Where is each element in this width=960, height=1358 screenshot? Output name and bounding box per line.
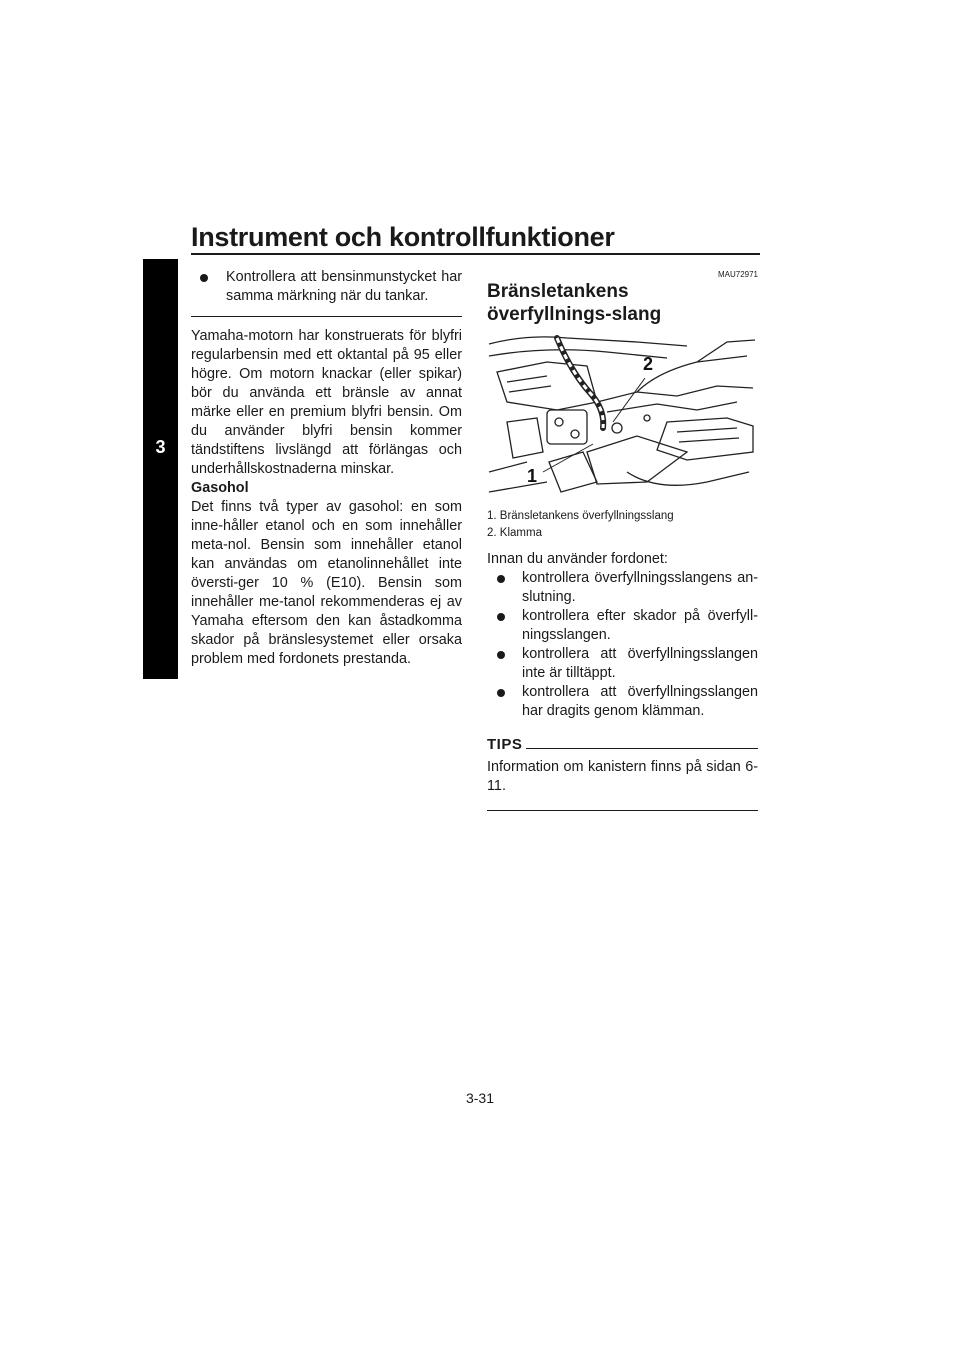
check-text: kontrollera efter skador på överfyll-ningsslangen. xyxy=(522,608,758,643)
left-column xyxy=(191,268,462,669)
check-item xyxy=(487,645,758,683)
page-title: Instrument och kontrollfunktioner xyxy=(191,222,615,252)
check-item xyxy=(487,569,758,607)
intro-text: Innan du använder fordonet: xyxy=(487,551,668,567)
figure-callout-1: 1 xyxy=(527,466,538,486)
octane-paragraph: Yamaha-motorn har konstruerats för blyfri regularbensin med ett oktantal på 95 eller högre. Om motorn knackar (eller spikar) bör du använda ett bränsle av annat märke eller en premium blyfri bensin. Om du använder blyfri bensin kommer tändstiftens livslängd att förlängas och underhållskostnaderna minskar. xyxy=(191,328,462,477)
tips-header xyxy=(487,735,758,754)
tips-text: Information om kanistern finns på sidan 6-11. xyxy=(487,759,758,794)
overflow-hose-figure xyxy=(487,332,758,504)
title-underline xyxy=(191,253,760,255)
figure-callout-2: 2 xyxy=(643,354,654,374)
motorcycle-overflow-hose-illustration xyxy=(487,332,758,504)
check-text: kontrollera att överfyllningsslangen har dragits genom klämman. xyxy=(522,684,758,719)
bullet-dot-icon xyxy=(200,274,208,282)
check-item xyxy=(487,683,758,721)
notice-end-rule xyxy=(191,316,462,317)
figure-captions xyxy=(487,508,758,542)
section-title: Bränsletankens överfyllnings-slang xyxy=(487,281,662,325)
check-item xyxy=(487,607,758,645)
tips-end-rule xyxy=(487,810,758,811)
right-column xyxy=(487,268,758,811)
caption-item: 1. Bränsletankens överfyllningsslang xyxy=(487,510,674,522)
bullet-item xyxy=(191,268,462,306)
bullet-dot-icon xyxy=(497,689,505,697)
bullet-text: Kontrollera att bensinmunstycket har samma märkning när du tankar. xyxy=(226,269,462,304)
document-code: MAU72971 xyxy=(717,270,758,279)
gasohol-heading: Gasohol xyxy=(191,480,249,496)
bullet-dot-icon xyxy=(497,613,505,621)
check-text: kontrollera att överfyllningsslangen inte är tilltäppt. xyxy=(522,646,758,681)
tips-label: TIPS xyxy=(487,736,523,753)
page-number: 3-31 xyxy=(465,1090,495,1106)
gasohol-paragraph: Det finns två typer av gasohol: en som inne-håller etanol och en som innehåller meta-nol. Bensin som innehåller etanol kan användas om etanolinnehållet inte översti-ger 10 % (E10). Bensin som innehåller me-tanol rekommenderas ej av Yamaha eftersom den kan åstadkomma skador på bränslesystemet eller orsaka problem med fordonets prestanda. xyxy=(191,499,462,667)
chapter-number: 3 xyxy=(155,437,166,457)
chapter-tab xyxy=(143,259,178,679)
bullet-dot-icon xyxy=(497,651,505,659)
tips-header-rule xyxy=(526,748,758,749)
caption-item: 2. Klamma xyxy=(487,527,542,539)
bullet-dot-icon xyxy=(497,575,505,583)
check-text: kontrollera överfyllningsslangens an-slutning. xyxy=(522,570,758,605)
